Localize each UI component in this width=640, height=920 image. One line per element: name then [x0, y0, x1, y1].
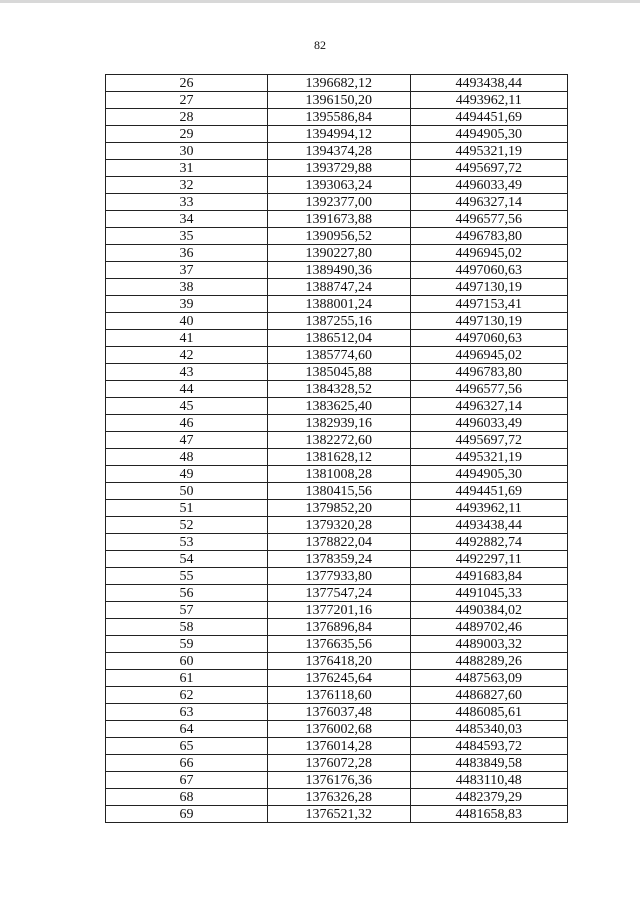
y-coordinate-cell: 4496783,80	[410, 364, 567, 381]
x-coordinate-cell: 1388747,24	[268, 279, 411, 296]
point-number-cell: 59	[106, 636, 268, 653]
y-coordinate-cell: 4497060,63	[410, 330, 567, 347]
x-coordinate-cell: 1390227,80	[268, 245, 411, 262]
x-coordinate-cell: 1395586,84	[268, 109, 411, 126]
y-coordinate-cell: 4491683,84	[410, 568, 567, 585]
point-number-cell: 64	[106, 721, 268, 738]
y-coordinate-cell: 4488289,26	[410, 653, 567, 670]
y-coordinate-cell: 4495321,19	[410, 143, 567, 160]
y-coordinate-cell: 4486827,60	[410, 687, 567, 704]
table-row	[106, 449, 568, 466]
point-number-cell: 38	[106, 279, 268, 296]
x-coordinate-cell: 1376037,48	[268, 704, 411, 721]
point-number-cell: 28	[106, 109, 268, 126]
y-coordinate-cell: 4494905,30	[410, 126, 567, 143]
table-row	[106, 313, 568, 330]
y-coordinate-cell: 4487563,09	[410, 670, 567, 687]
table-row	[106, 92, 568, 109]
point-number-cell: 35	[106, 228, 268, 245]
point-number-cell: 26	[106, 75, 268, 92]
point-number-cell: 33	[106, 194, 268, 211]
point-number-cell: 40	[106, 313, 268, 330]
point-number-cell: 29	[106, 126, 268, 143]
x-coordinate-cell: 1389490,36	[268, 262, 411, 279]
point-number-cell: 48	[106, 449, 268, 466]
table-row	[106, 262, 568, 279]
y-coordinate-cell: 4497060,63	[410, 262, 567, 279]
point-number-cell: 67	[106, 772, 268, 789]
x-coordinate-cell: 1391673,88	[268, 211, 411, 228]
y-coordinate-cell: 4484593,72	[410, 738, 567, 755]
point-number-cell: 54	[106, 551, 268, 568]
y-coordinate-cell: 4481658,83	[410, 806, 567, 823]
y-coordinate-cell: 4496033,49	[410, 415, 567, 432]
point-number-cell: 30	[106, 143, 268, 160]
y-coordinate-cell: 4482379,29	[410, 789, 567, 806]
y-coordinate-cell: 4483110,48	[410, 772, 567, 789]
x-coordinate-cell: 1377547,24	[268, 585, 411, 602]
point-number-cell: 37	[106, 262, 268, 279]
table-row	[106, 466, 568, 483]
table-row	[106, 517, 568, 534]
point-number-cell: 55	[106, 568, 268, 585]
table-row	[106, 126, 568, 143]
table-row	[106, 245, 568, 262]
table-row	[106, 755, 568, 772]
x-coordinate-cell: 1383625,40	[268, 398, 411, 415]
x-coordinate-cell: 1386512,04	[268, 330, 411, 347]
point-number-cell: 68	[106, 789, 268, 806]
y-coordinate-cell: 4493962,11	[410, 92, 567, 109]
point-number-cell: 41	[106, 330, 268, 347]
scan-top-edge	[0, 0, 640, 3]
x-coordinate-cell: 1388001,24	[268, 296, 411, 313]
x-coordinate-cell: 1381008,28	[268, 466, 411, 483]
x-coordinate-cell: 1376521,32	[268, 806, 411, 823]
y-coordinate-cell: 4497153,41	[410, 296, 567, 313]
y-coordinate-cell: 4493438,44	[410, 75, 567, 92]
table-row	[106, 330, 568, 347]
x-coordinate-cell: 1390956,52	[268, 228, 411, 245]
point-number-cell: 51	[106, 500, 268, 517]
y-coordinate-cell: 4490384,02	[410, 602, 567, 619]
x-coordinate-cell: 1382939,16	[268, 415, 411, 432]
x-coordinate-cell: 1376118,60	[268, 687, 411, 704]
x-coordinate-cell: 1377201,16	[268, 602, 411, 619]
x-coordinate-cell: 1376896,84	[268, 619, 411, 636]
page-number: 82	[314, 38, 326, 52]
table-row	[106, 500, 568, 517]
y-coordinate-cell: 4496945,02	[410, 245, 567, 262]
y-coordinate-cell: 4496033,49	[410, 177, 567, 194]
table-row	[106, 75, 568, 92]
point-number-cell: 49	[106, 466, 268, 483]
table-row	[106, 415, 568, 432]
x-coordinate-cell: 1376326,28	[268, 789, 411, 806]
table-row	[106, 806, 568, 823]
point-number-cell: 31	[106, 160, 268, 177]
y-coordinate-cell: 4497130,19	[410, 313, 567, 330]
y-coordinate-cell: 4483849,58	[410, 755, 567, 772]
point-number-cell: 34	[106, 211, 268, 228]
table-row	[106, 432, 568, 449]
x-coordinate-cell: 1376176,36	[268, 772, 411, 789]
x-coordinate-cell: 1392377,00	[268, 194, 411, 211]
table-row	[106, 789, 568, 806]
table-row	[106, 653, 568, 670]
x-coordinate-cell: 1380415,56	[268, 483, 411, 500]
table-row	[106, 483, 568, 500]
table-row	[106, 721, 568, 738]
table-row	[106, 568, 568, 585]
coordinates-table	[105, 74, 568, 823]
y-coordinate-cell: 4489702,46	[410, 619, 567, 636]
table-row	[106, 585, 568, 602]
y-coordinate-cell: 4492882,74	[410, 534, 567, 551]
point-number-cell: 56	[106, 585, 268, 602]
y-coordinate-cell: 4489003,32	[410, 636, 567, 653]
table-row	[106, 551, 568, 568]
x-coordinate-cell: 1376418,20	[268, 653, 411, 670]
table-row	[106, 687, 568, 704]
x-coordinate-cell: 1379320,28	[268, 517, 411, 534]
table-row	[106, 636, 568, 653]
x-coordinate-cell: 1393729,88	[268, 160, 411, 177]
y-coordinate-cell: 4496945,02	[410, 347, 567, 364]
x-coordinate-cell: 1394374,28	[268, 143, 411, 160]
table-row	[106, 670, 568, 687]
x-coordinate-cell: 1376072,28	[268, 755, 411, 772]
y-coordinate-cell: 4486085,61	[410, 704, 567, 721]
y-coordinate-cell: 4496577,56	[410, 381, 567, 398]
y-coordinate-cell: 4494905,30	[410, 466, 567, 483]
x-coordinate-cell: 1376014,28	[268, 738, 411, 755]
x-coordinate-cell: 1393063,24	[268, 177, 411, 194]
point-number-cell: 39	[106, 296, 268, 313]
y-coordinate-cell: 4491045,33	[410, 585, 567, 602]
table-row	[106, 347, 568, 364]
point-number-cell: 52	[106, 517, 268, 534]
y-coordinate-cell: 4492297,11	[410, 551, 567, 568]
point-number-cell: 45	[106, 398, 268, 415]
x-coordinate-cell: 1396682,12	[268, 75, 411, 92]
point-number-cell: 58	[106, 619, 268, 636]
point-number-cell: 69	[106, 806, 268, 823]
y-coordinate-cell: 4496327,14	[410, 194, 567, 211]
y-coordinate-cell: 4485340,03	[410, 721, 567, 738]
table-row	[106, 109, 568, 126]
y-coordinate-cell: 4495697,72	[410, 432, 567, 449]
table-row	[106, 143, 568, 160]
x-coordinate-cell: 1377933,80	[268, 568, 411, 585]
x-coordinate-cell: 1376245,64	[268, 670, 411, 687]
table-row	[106, 364, 568, 381]
point-number-cell: 44	[106, 381, 268, 398]
coordinates-table-body	[106, 75, 568, 823]
x-coordinate-cell: 1394994,12	[268, 126, 411, 143]
point-number-cell: 62	[106, 687, 268, 704]
y-coordinate-cell: 4495321,19	[410, 449, 567, 466]
point-number-cell: 32	[106, 177, 268, 194]
point-number-cell: 42	[106, 347, 268, 364]
table-row	[106, 704, 568, 721]
x-coordinate-cell: 1381628,12	[268, 449, 411, 466]
point-number-cell: 57	[106, 602, 268, 619]
x-coordinate-cell: 1385045,88	[268, 364, 411, 381]
point-number-cell: 65	[106, 738, 268, 755]
y-coordinate-cell: 4494451,69	[410, 483, 567, 500]
table-row	[106, 296, 568, 313]
y-coordinate-cell: 4496577,56	[410, 211, 567, 228]
table-row	[106, 381, 568, 398]
point-number-cell: 63	[106, 704, 268, 721]
point-number-cell: 46	[106, 415, 268, 432]
x-coordinate-cell: 1378822,04	[268, 534, 411, 551]
point-number-cell: 36	[106, 245, 268, 262]
y-coordinate-cell: 4494451,69	[410, 109, 567, 126]
x-coordinate-cell: 1376635,56	[268, 636, 411, 653]
x-coordinate-cell: 1384328,52	[268, 381, 411, 398]
table-row	[106, 738, 568, 755]
y-coordinate-cell: 4495697,72	[410, 160, 567, 177]
x-coordinate-cell: 1387255,16	[268, 313, 411, 330]
table-row	[106, 194, 568, 211]
y-coordinate-cell: 4493962,11	[410, 500, 567, 517]
table-row	[106, 279, 568, 296]
table-row	[106, 602, 568, 619]
x-coordinate-cell: 1379852,20	[268, 500, 411, 517]
point-number-cell: 61	[106, 670, 268, 687]
point-number-cell: 47	[106, 432, 268, 449]
point-number-cell: 66	[106, 755, 268, 772]
table-row	[106, 160, 568, 177]
point-number-cell: 43	[106, 364, 268, 381]
table-row	[106, 228, 568, 245]
table-row	[106, 211, 568, 228]
point-number-cell: 50	[106, 483, 268, 500]
x-coordinate-cell: 1385774,60	[268, 347, 411, 364]
point-number-cell: 27	[106, 92, 268, 109]
point-number-cell: 60	[106, 653, 268, 670]
x-coordinate-cell: 1376002,68	[268, 721, 411, 738]
table-row	[106, 772, 568, 789]
x-coordinate-cell: 1382272,60	[268, 432, 411, 449]
point-number-cell: 53	[106, 534, 268, 551]
y-coordinate-cell: 4496327,14	[410, 398, 567, 415]
table-row	[106, 534, 568, 551]
y-coordinate-cell: 4497130,19	[410, 279, 567, 296]
y-coordinate-cell: 4493438,44	[410, 517, 567, 534]
x-coordinate-cell: 1396150,20	[268, 92, 411, 109]
x-coordinate-cell: 1378359,24	[268, 551, 411, 568]
y-coordinate-cell: 4496783,80	[410, 228, 567, 245]
table-row	[106, 398, 568, 415]
table-row	[106, 177, 568, 194]
table-row	[106, 619, 568, 636]
